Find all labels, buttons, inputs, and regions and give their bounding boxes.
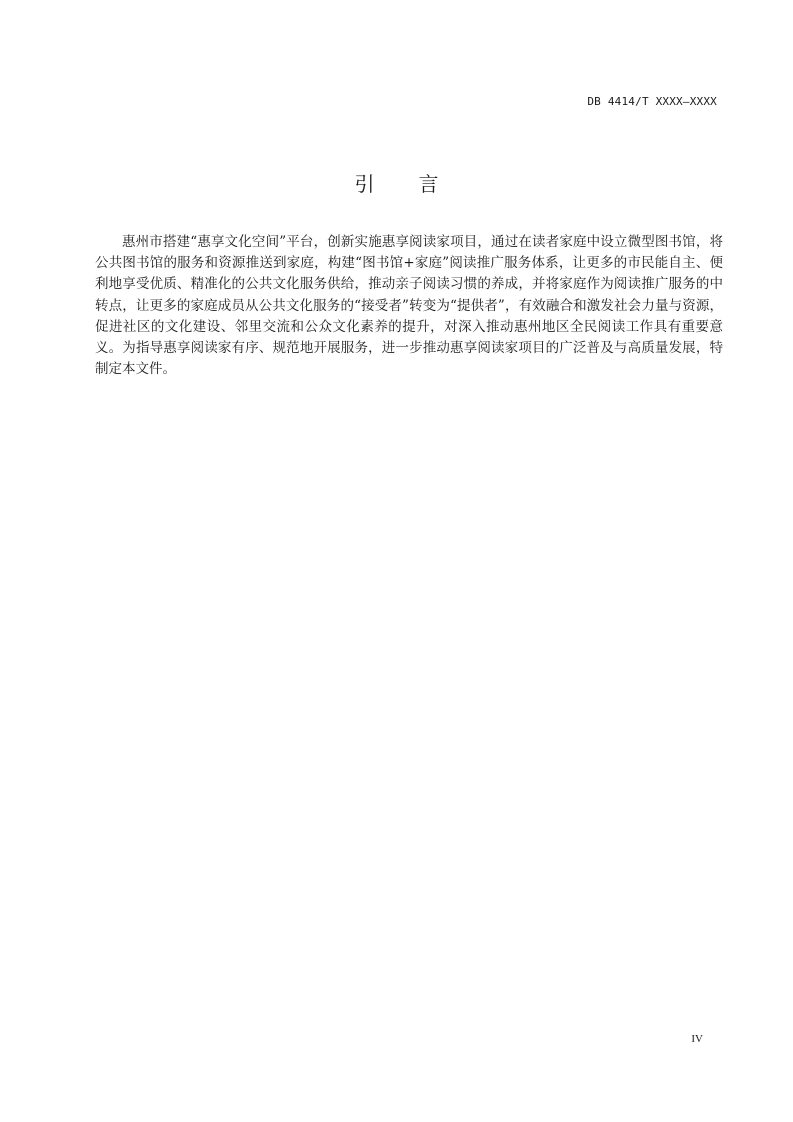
section-heading xyxy=(0,168,793,197)
introduction-paragraph: 惠州市搭建“惠享文化空间”平台，创新实施惠享阅读家项目，通过在读者家庭中设立微型图书馆，将公共图书馆的服务和资源推送到家庭，构建“图书馆+家庭”阅读推广服务体系，让更多的市民能自主、便利地享受优质、精准化的公共文化服务供给，推动亲子阅读习惯的养成，并将家庭作为阅读推广服务的中转点，让更多的家庭成员从公共文化服务的“接受者”转变为“提供者”，有效融合和激发社会力量与资源，促进社区的文化建设、邻里交流和公众文化素养的提升，对深入推动惠州地区全民阅读工作具有重要意义。为指导惠享阅读家有序、规范地开展服务，进一步推动惠享阅读家项目的广泛普及与高质量发展，特制定本文件。 xyxy=(95,234,723,378)
page-number: IV xyxy=(691,1033,703,1045)
heading-char-1: 引 xyxy=(354,172,375,196)
document-code-header: DB 4414/T XXXX—XXXX xyxy=(587,95,717,108)
heading-char-2: 言 xyxy=(418,172,439,196)
